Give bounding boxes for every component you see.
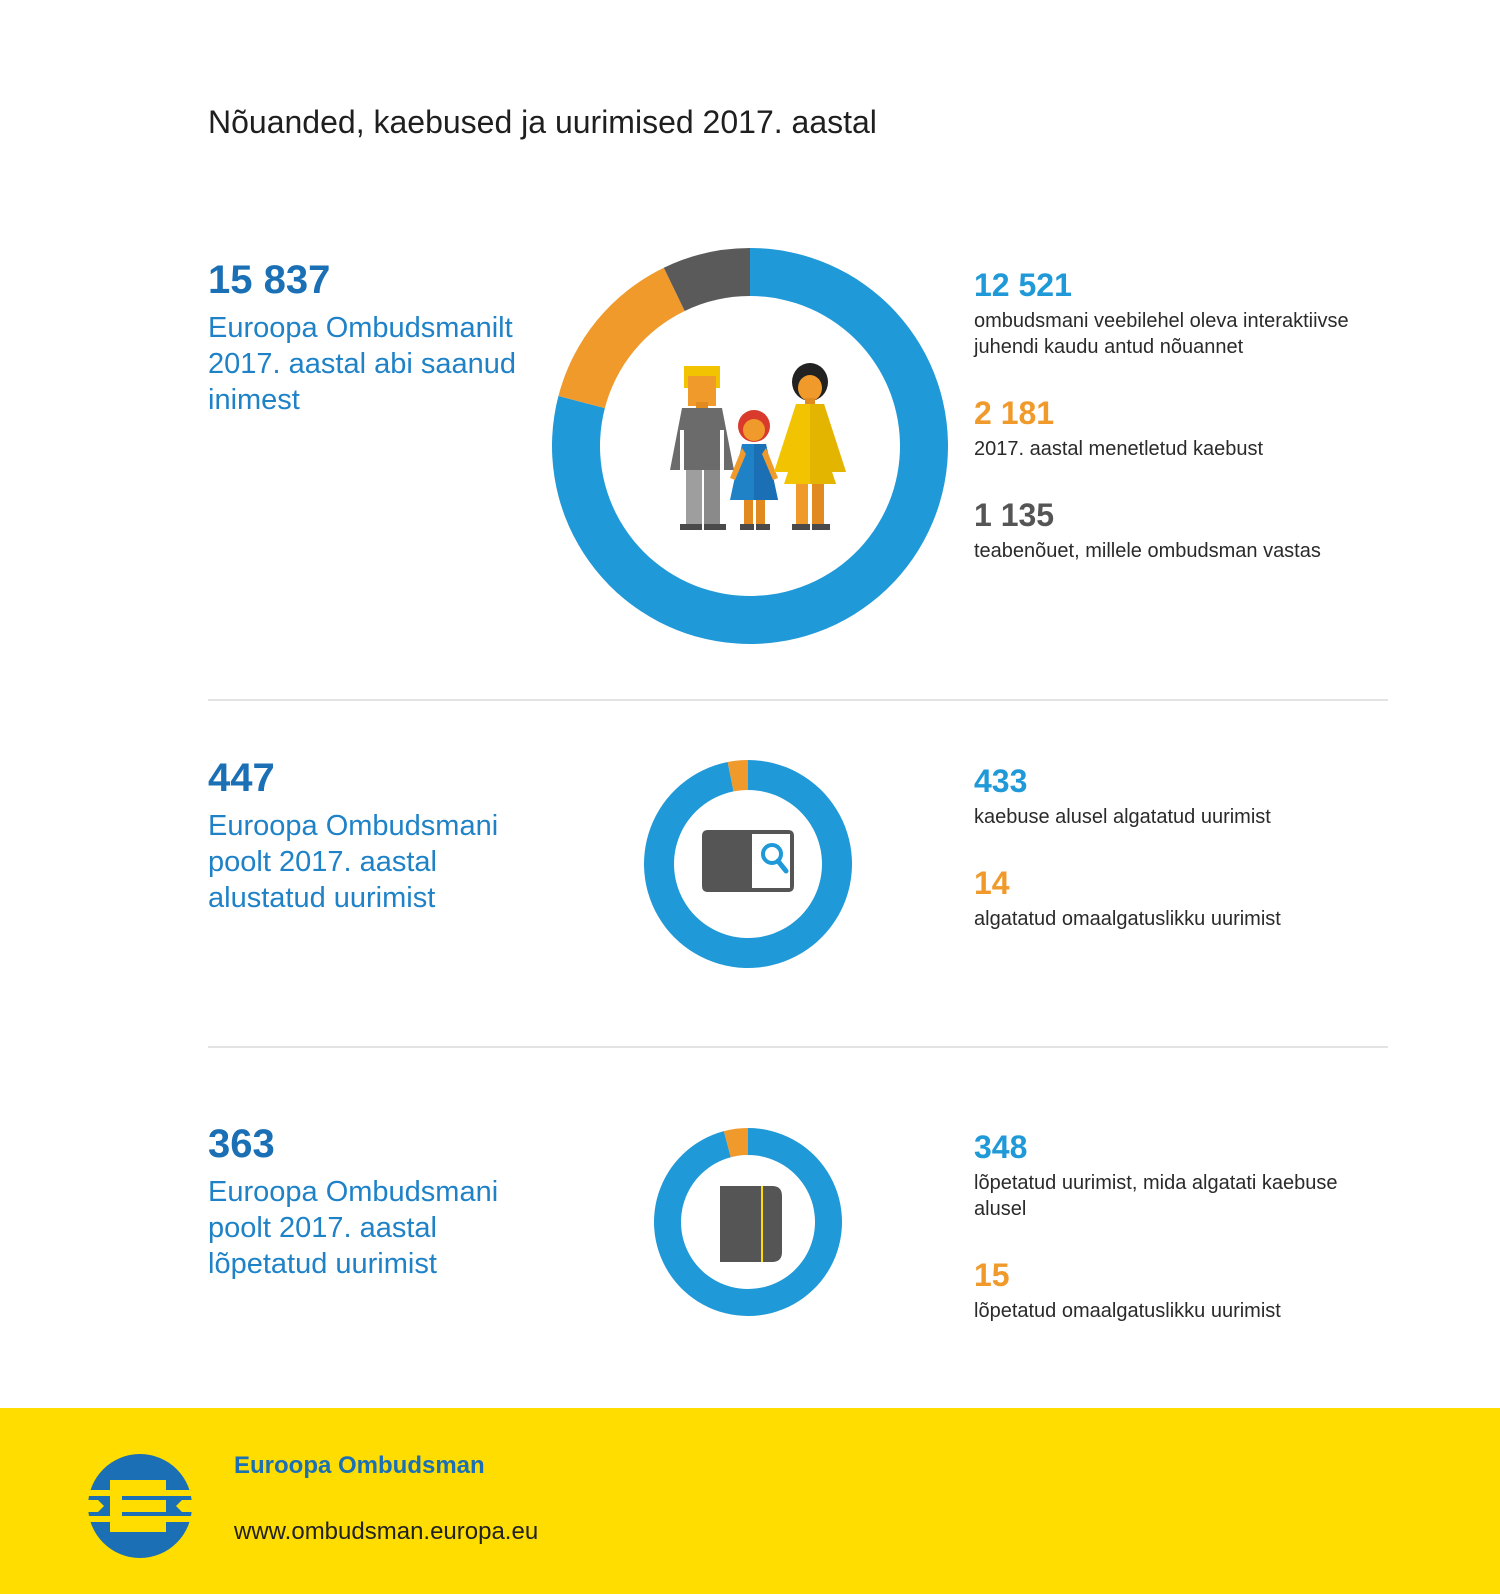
stat-advice-guide-label: ombudsmani veebilehel oleva interaktiivse juhendi kaudu antud nõuannet [974,310,1349,358]
stat-complaint-inquiries-label: kaebuse alusel algatatud uurimist [974,806,1271,828]
stat-info-requests-value: 1 135 [974,497,1055,533]
total-closed-inquiries: 363 [208,1122,275,1166]
page-title: Nõuanded, kaebused ja uurimised 2017. aastal [208,104,877,140]
footer-organization-name: Euroopa Ombudsman [234,1452,485,1479]
european-ombudsman-logo [88,1454,192,1558]
stat-closed-own-initiative-inquiries-value: 15 [974,1257,1010,1293]
section-divider [208,699,1388,701]
stat-own-initiative-inquiries-label: algatatud omaalgatuslikku uurimist [974,908,1281,930]
stat-closed-own-initiative-inquiries [974,1256,1394,1324]
total-people-helped: 15 837 [208,258,331,302]
closed-folder-icon [720,1186,782,1262]
stat-advice-guide-value: 12 521 [974,267,1072,303]
donut-slice-2 [558,268,684,408]
donut-chart-closed-inquiries [654,1128,842,1316]
stat-closed-complaint-inquiries [974,1128,1394,1222]
footer-website-link[interactable]: www.ombudsman.europa.eu [234,1518,539,1545]
stat-closed-own-initiative-inquiries-label: lõpetatud omaalgatuslikku uurimist [974,1300,1281,1322]
donut-chart-opened-inquiries [644,760,852,968]
total-opened-inquiries: 447 [208,756,275,800]
open-folder-magnifier-icon [702,830,794,892]
footer [0,1408,1500,1594]
total-people-caption: Euroopa Ombudsmanilt 2017. aastal abi saanud inimest [208,312,516,416]
family-icon [670,363,846,530]
stat-advice-guide [974,266,1394,360]
stat-complaint-inquiries [974,762,1394,830]
opened-inquiries-caption: Euroopa Ombudsmani poolt 2017. aastal alustatud uurimist [208,810,499,914]
closed-inquiries-caption: Euroopa Ombudsmani poolt 2017. aastal lõpetatud uurimist [208,1176,499,1280]
donut-chart-advice [550,246,950,646]
stat-closed-complaint-inquiries-label: lõpetatud uurimist, mida algatati kaebuse alusel [974,1172,1338,1220]
stat-complaints [974,394,1394,462]
stat-own-initiative-inquiries-value: 14 [974,865,1010,901]
stat-closed-complaint-inquiries-value: 348 [974,1129,1028,1165]
stat-complaints-value: 2 181 [974,395,1055,431]
stat-own-initiative-inquiries [974,864,1394,932]
stat-complaint-inquiries-value: 433 [974,763,1028,799]
stat-info-requests [974,496,1394,564]
stat-complaints-label: 2017. aastal menetletud kaebust [974,438,1264,460]
section-divider [208,1046,1388,1048]
stat-info-requests-label: teabenõuet, millele ombudsman vastas [974,540,1321,562]
